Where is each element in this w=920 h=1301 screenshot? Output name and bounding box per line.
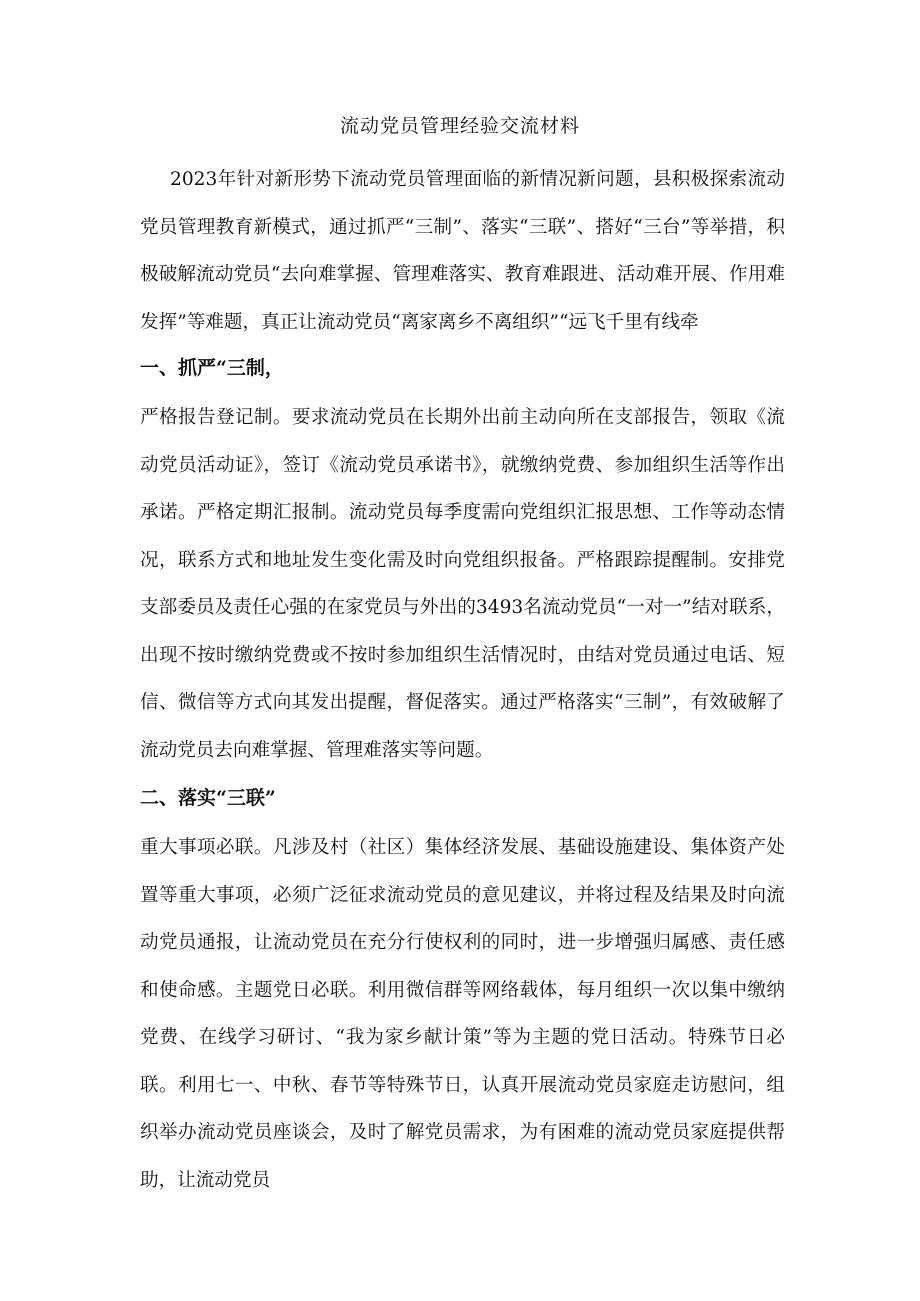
document-title: 流动党员管理经验交流材料	[339, 115, 580, 137]
section-2-heading: 二、落实“三联”	[140, 787, 276, 809]
intro-paragraph: 2023年针对新形势下流动党员管理面临的新情况新问题，县积极探索流动党员管理教育新模式，通过抓严“三制”、落实“三联”、搭好“三台”等举措，积极破解流动党员“去向难掌握、管理难落实、教育难跟进、活动难开展、作用难发挥”等难题，真正让流动党员“离家离乡不离组织”“远飞千里有线牵	[140, 169, 785, 333]
section-1-heading: 一、抓严“三制，	[140, 357, 284, 379]
section-2-body: 重大事项必联。凡涉及村（社区）集体经济发展、基础设施建设、集体资产处置等重大事项，必须广泛征求流动党员的意见建议，并将过程及结果及时向流动党员通报，让流动党员在充分行使权利的同时，进一步增强归属感、责任感和使命感。主题党日必联。利用微信群等网络载体，每月组织一次以集中缴纳党费、在线学习研讨、“我为家乡献计策”等为主题的党日活动。特殊节日必联。利用七一、中秋、春节等特殊节日，认真开展流动党员家庭走访慰问，组织举办流动党员座谈会，及时了解党员需求，为有困难的流动党员家庭提供帮助，让流动党员	[140, 837, 785, 1191]
section-1-body: 严格报告登记制。要求流动党员在长期外出前主动向所在支部报告，领取《流动党员活动证》，签订《流动党员承诺书》，就缴纳党费、参加组织生活等作出承诺。严格定期汇报制。流动党员每季度需向党组织汇报思想、工作等动态情况，联系方式和地址发生变化需及时向党组织报备。严格跟踪提醒制。安排党支部委员及责任心强的在家党员与外出的3493名流动党员“一对一”结对联系，出现不按时缴纳党费或不按时参加组织生活情况时，由结对党员通过电话、短信、微信等方式向其发出提醒，督促落实。通过严格落实“三制”，有效破解了流动党员去向难掌握、管理难落实等问题。	[140, 407, 785, 761]
